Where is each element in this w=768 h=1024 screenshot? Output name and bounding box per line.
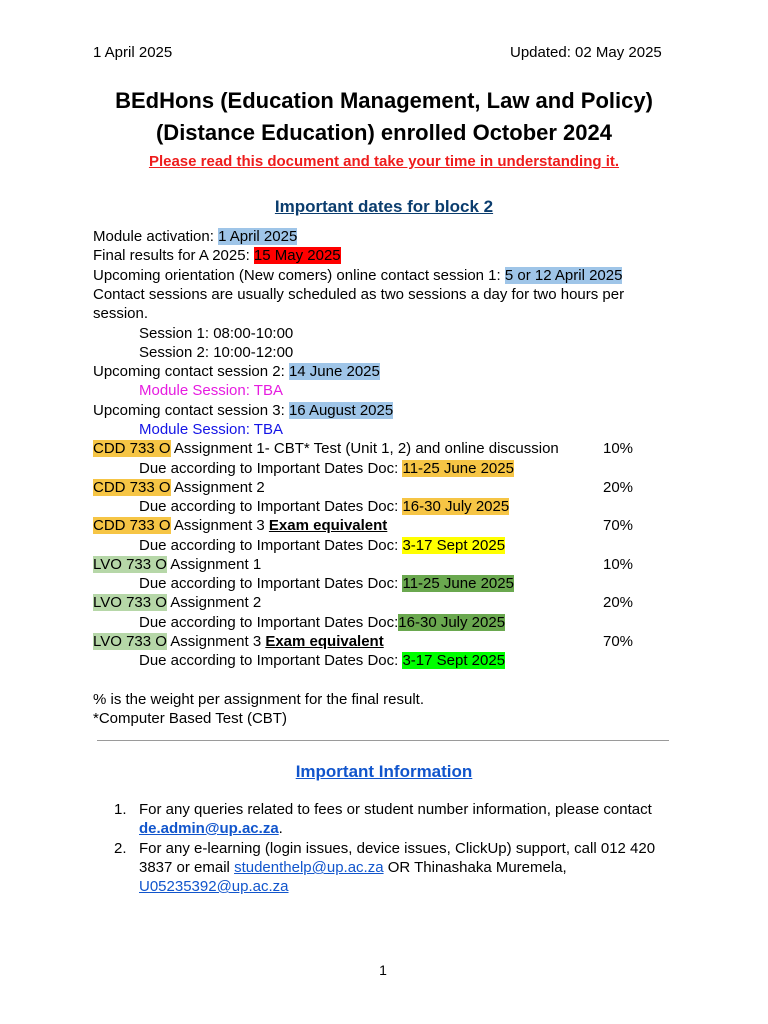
due-date: 3-17 Sept 2025 [402,537,506,554]
contact-session-3 [93,401,393,420]
assignment-due [139,574,514,593]
due-date: 3-17 Sept 2025 [402,652,506,669]
module-code: CDD 733 O [93,517,171,534]
dates-heading: Important dates for block 2 [274,197,494,216]
assignment-title: Assignment 2 [170,479,265,496]
assignment-title: Assignment 1- CBT* Test (Unit 1, 2) and online discussion [170,440,559,457]
activation-label: Module activation: [93,228,219,245]
session-2-time: Session 2: 10:00-12:00 [139,344,294,361]
page-title-line-1: BEdHons (Education Management, Law and Policy) [115,88,653,113]
due-label: Due according to Important Dates Doc: [139,537,403,554]
list-number-1: 1. [114,801,127,818]
list-number-2: 2. [114,840,127,857]
due-label: Due according to Important Dates Doc: [139,652,403,669]
assignment-weight: 10% [603,556,634,573]
assignment-row [93,632,384,651]
orientation-date: 5 or 12 April 2025 [504,267,623,284]
exam-equivalent-label: Exam equivalent [268,517,388,534]
assignment-weight: 70% [603,517,634,534]
due-date: 11-25 June 2025 [402,575,514,592]
assignment-due [139,651,505,670]
sessions-note-line-2: session. [93,305,149,322]
final-results [93,246,341,265]
assignment-title: Assignment 1 [166,556,262,573]
cbt-note: *Computer Based Test (CBT) [93,710,287,727]
due-label: Due according to Important Dates Doc: [139,575,403,592]
contact-session-2 [93,362,380,381]
document-date: 1 April 2025 [93,44,173,61]
warning-notice: Please read this document and take your time in understanding it. [148,153,620,170]
assignment-weight: 20% [603,594,634,611]
info-item-2-text-b: OR Thinashaka Muremela, [383,859,567,876]
info-item-2-text-a: 3837 or email [139,859,235,876]
due-label: Due according to Important Dates Doc: [139,498,403,515]
contact3-label: Upcoming contact session 3: [93,402,289,419]
due-date: 16-30 July 2025 [402,498,510,515]
results-label: Final results for A 2025: [93,247,254,264]
assignment-due [139,497,509,516]
module-code: LVO 733 O [93,556,167,573]
assignment-row [93,516,387,535]
assignment-row [93,478,265,497]
assignment-weight: 10% [603,440,634,457]
results-date: 15 May 2025 [253,247,341,264]
assignment-due [139,613,505,632]
page-number: 1 [379,962,387,978]
assignment-row [93,593,261,612]
due-date: 16-30 July 2025 [398,614,506,631]
admin-email-link[interactable]: de.admin@up.ac.za [139,820,279,837]
assignment-row [93,439,559,458]
section-divider [97,740,669,741]
assignment-row [93,555,261,574]
due-label: Due according to Important Dates Doc: [139,460,403,477]
module-code: LVO 733 O [93,594,167,611]
assignment-due [139,536,505,555]
assignment-title: Assignment 3 [170,517,269,534]
assignment-title: Assignment 2 [166,594,262,611]
assignment-weight: 20% [603,479,634,496]
module-code: CDD 733 O [93,479,171,496]
orientation-label: Upcoming orientation (New comers) online contact session 1: [93,267,505,284]
module-code: CDD 733 O [93,440,171,457]
info-item-2-line-2 [139,858,567,877]
assignment-title: Assignment 3 [166,633,266,650]
module-session-tba-2: Module Session: TBA [139,421,283,438]
studenthelp-email-link[interactable]: studenthelp@up.ac.za [234,859,384,876]
module-activation [93,227,297,246]
info-item-2-line-1: For any e-learning (login issues, device issues, ClickUp) support, call 012 420 [139,840,656,857]
sessions-note-line-1: Contact sessions are usually scheduled as two sessions a day for two hours per [93,286,625,303]
assignment-weight: 70% [603,633,634,650]
info-item-2-line-3 [139,877,289,896]
contact3-date: 16 August 2025 [288,402,394,419]
contact2-date: 14 June 2025 [288,363,380,380]
info-item-1-period: . [278,820,283,837]
due-date: 11-25 June 2025 [402,460,514,477]
module-session-tba-1: Module Session: TBA [139,382,283,399]
due-label: Due according to Important Dates Doc: [139,614,399,631]
assignment-due [139,459,514,478]
activation-date: 1 April 2025 [218,228,298,245]
weight-note: % is the weight per assignment for the final result. [93,691,424,708]
info-item-1-line-2 [139,819,283,838]
updated-date: Updated: 02 May 2025 [510,44,662,61]
info-heading: Important Information [295,762,473,781]
session-1-time: Session 1: 08:00-10:00 [139,325,294,342]
contact2-label: Upcoming contact session 2: [93,363,289,380]
orientation-session [93,266,622,285]
module-code: LVO 733 O [93,633,167,650]
info-item-1-line-1: For any queries related to fees or student number information, please contact [139,801,652,818]
exam-equivalent-label: Exam equivalent [265,633,384,650]
page-title-line-2: (Distance Education) enrolled October 2024 [155,120,612,145]
contact-person-email-link[interactable]: U05235392@up.ac.za [139,878,289,895]
